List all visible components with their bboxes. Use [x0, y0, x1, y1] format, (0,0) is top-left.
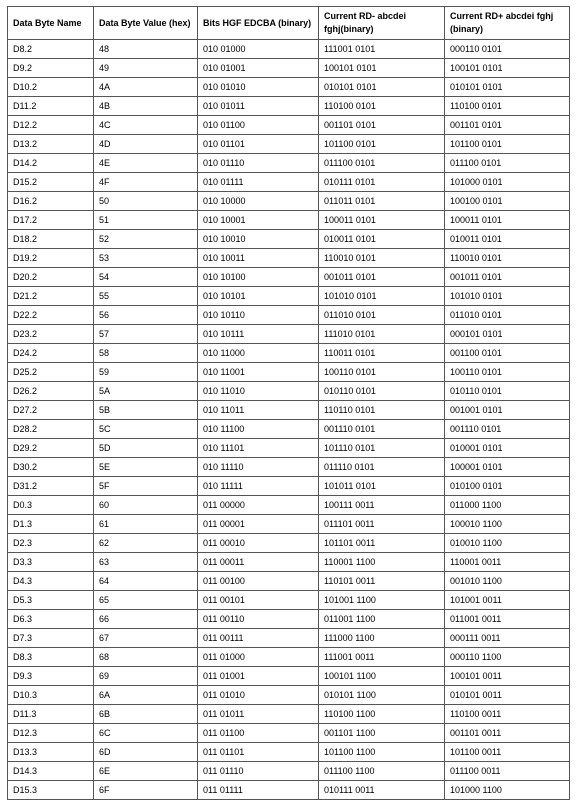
cell-bits: 011 00001: [198, 515, 319, 534]
cell-name: D13.2: [8, 135, 94, 154]
cell-hex: 54: [94, 268, 198, 287]
cell-rd-minus: 001101 1100: [319, 724, 445, 743]
cell-rd-minus: 111001 0101: [319, 40, 445, 59]
cell-name: D8.3: [8, 648, 94, 667]
cell-hex: 6E: [94, 762, 198, 781]
cell-bits: 010 10110: [198, 306, 319, 325]
cell-bits: 011 00010: [198, 534, 319, 553]
cell-hex: 4A: [94, 78, 198, 97]
cell-hex: 6B: [94, 705, 198, 724]
header-current-rd-minus: Current RD- abcdei fghj(binary): [319, 7, 445, 40]
cell-hex: 48: [94, 40, 198, 59]
cell-name: D23.2: [8, 325, 94, 344]
cell-hex: 66: [94, 610, 198, 629]
cell-rd-plus: 100110 0101: [445, 363, 570, 382]
cell-hex: 52: [94, 230, 198, 249]
cell-name: D19.2: [8, 249, 94, 268]
cell-rd-plus: 011001 0011: [445, 610, 570, 629]
cell-name: D6.3: [8, 610, 94, 629]
cell-rd-minus: 101001 1100: [319, 591, 445, 610]
cell-rd-plus: 010110 0101: [445, 382, 570, 401]
table-row: [8, 762, 570, 781]
cell-name: D15.2: [8, 173, 94, 192]
cell-rd-plus: 101000 1100: [445, 781, 570, 800]
cell-rd-minus: 010111 0011: [319, 781, 445, 800]
cell-name: D12.3: [8, 724, 94, 743]
cell-rd-minus: 101100 0101: [319, 135, 445, 154]
cell-rd-plus: 101001 0011: [445, 591, 570, 610]
cell-name: D29.2: [8, 439, 94, 458]
cell-bits: 010 01011: [198, 97, 319, 116]
table-row: [8, 59, 570, 78]
cell-rd-minus: 010111 0101: [319, 173, 445, 192]
cell-hex: 5A: [94, 382, 198, 401]
cell-hex: 6D: [94, 743, 198, 762]
cell-bits: 010 11101: [198, 439, 319, 458]
cell-rd-minus: 110001 1100: [319, 553, 445, 572]
cell-rd-plus: 100011 0101: [445, 211, 570, 230]
cell-rd-minus: 100101 0101: [319, 59, 445, 78]
cell-rd-minus: 101010 0101: [319, 287, 445, 306]
cell-hex: 4D: [94, 135, 198, 154]
cell-rd-plus: 011100 0101: [445, 154, 570, 173]
cell-rd-plus: 110010 0101: [445, 249, 570, 268]
cell-hex: 5B: [94, 401, 198, 420]
cell-rd-plus: 011100 0011: [445, 762, 570, 781]
cell-name: D5.3: [8, 591, 94, 610]
cell-rd-minus: 100011 0101: [319, 211, 445, 230]
cell-name: D4.3: [8, 572, 94, 591]
table-row: [8, 40, 570, 59]
cell-hex: 5F: [94, 477, 198, 496]
cell-hex: 5D: [94, 439, 198, 458]
cell-rd-plus: 001011 0101: [445, 268, 570, 287]
cell-name: D16.2: [8, 192, 94, 211]
header-bits: Bits HGF EDCBA (binary): [198, 7, 319, 40]
table-row: [8, 477, 570, 496]
cell-name: D27.2: [8, 401, 94, 420]
table-row: [8, 705, 570, 724]
cell-rd-minus: 011110 0101: [319, 458, 445, 477]
cell-rd-minus: 101100 1100: [319, 743, 445, 762]
cell-rd-minus: 001101 0101: [319, 116, 445, 135]
table-row: [8, 458, 570, 477]
table-row: [8, 515, 570, 534]
cell-bits: 010 01001: [198, 59, 319, 78]
cell-rd-minus: 011011 0101: [319, 192, 445, 211]
cell-name: D26.2: [8, 382, 94, 401]
table-row: [8, 534, 570, 553]
table-row: [8, 78, 570, 97]
cell-rd-plus: 000111 0011: [445, 629, 570, 648]
header-data-byte-value: Data Byte Value (hex): [94, 7, 198, 40]
table-row: [8, 287, 570, 306]
cell-hex: 50: [94, 192, 198, 211]
cell-rd-minus: 011001 1100: [319, 610, 445, 629]
table-row: [8, 629, 570, 648]
table-row: [8, 135, 570, 154]
table-row: [8, 154, 570, 173]
cell-rd-minus: 101011 0101: [319, 477, 445, 496]
cell-rd-minus: 110100 0101: [319, 97, 445, 116]
cell-rd-minus: 011101 0011: [319, 515, 445, 534]
cell-rd-plus: 101010 0101: [445, 287, 570, 306]
table-row: [8, 496, 570, 515]
table-row: [8, 781, 570, 800]
cell-name: D20.2: [8, 268, 94, 287]
cell-hex: 68: [94, 648, 198, 667]
cell-rd-minus: 001011 0101: [319, 268, 445, 287]
cell-bits: 011 00011: [198, 553, 319, 572]
cell-rd-plus: 101100 0011: [445, 743, 570, 762]
cell-rd-plus: 001010 1100: [445, 572, 570, 591]
cell-rd-plus: 010101 0011: [445, 686, 570, 705]
cell-hex: 55: [94, 287, 198, 306]
cell-rd-minus: 111010 0101: [319, 325, 445, 344]
cell-bits: 010 01010: [198, 78, 319, 97]
cell-hex: 4E: [94, 154, 198, 173]
cell-name: D31.2: [8, 477, 94, 496]
cell-hex: 57: [94, 325, 198, 344]
cell-rd-plus: 100101 0011: [445, 667, 570, 686]
cell-rd-plus: 110001 0011: [445, 553, 570, 572]
cell-bits: 011 00101: [198, 591, 319, 610]
table-row: [8, 249, 570, 268]
table-row: [8, 116, 570, 135]
cell-name: D10.3: [8, 686, 94, 705]
cell-name: D22.2: [8, 306, 94, 325]
cell-hex: 4F: [94, 173, 198, 192]
table-row: [8, 192, 570, 211]
cell-name: D30.2: [8, 458, 94, 477]
cell-rd-plus: 001100 0101: [445, 344, 570, 363]
cell-rd-plus: 000101 0101: [445, 325, 570, 344]
table-row: [8, 686, 570, 705]
cell-bits: 010 10100: [198, 268, 319, 287]
cell-hex: 67: [94, 629, 198, 648]
cell-rd-plus: 010001 0101: [445, 439, 570, 458]
table-row: [8, 572, 570, 591]
cell-rd-plus: 011000 1100: [445, 496, 570, 515]
cell-bits: 011 01100: [198, 724, 319, 743]
cell-rd-minus: 110011 0101: [319, 344, 445, 363]
cell-name: D2.3: [8, 534, 94, 553]
table-row: [8, 211, 570, 230]
cell-rd-plus: 101100 0101: [445, 135, 570, 154]
cell-bits: 010 11100: [198, 420, 319, 439]
cell-bits: 011 01011: [198, 705, 319, 724]
cell-bits: 011 01101: [198, 743, 319, 762]
cell-name: D15.3: [8, 781, 94, 800]
cell-rd-minus: 010110 0101: [319, 382, 445, 401]
table-row: [8, 610, 570, 629]
table-row: [8, 382, 570, 401]
cell-rd-minus: 101101 0011: [319, 534, 445, 553]
cell-bits: 010 10001: [198, 211, 319, 230]
table-row: [8, 648, 570, 667]
cell-bits: 011 00110: [198, 610, 319, 629]
cell-hex: 63: [94, 553, 198, 572]
encoding-table: [7, 6, 570, 800]
cell-rd-minus: 010101 0101: [319, 78, 445, 97]
cell-bits: 010 10101: [198, 287, 319, 306]
cell-bits: 010 11111: [198, 477, 319, 496]
cell-bits: 010 10111: [198, 325, 319, 344]
cell-bits: 011 01000: [198, 648, 319, 667]
cell-name: D13.3: [8, 743, 94, 762]
cell-bits: 010 10010: [198, 230, 319, 249]
cell-bits: 011 01001: [198, 667, 319, 686]
table-row: [8, 97, 570, 116]
table-row: [8, 401, 570, 420]
cell-name: D28.2: [8, 420, 94, 439]
cell-name: D17.2: [8, 211, 94, 230]
cell-rd-minus: 111000 1100: [319, 629, 445, 648]
header-row: [8, 7, 570, 40]
cell-bits: 011 01111: [198, 781, 319, 800]
cell-hex: 5C: [94, 420, 198, 439]
cell-rd-plus: 110100 0011: [445, 705, 570, 724]
cell-rd-plus: 001110 0101: [445, 420, 570, 439]
cell-hex: 49: [94, 59, 198, 78]
table-row: [8, 363, 570, 382]
table-header: [8, 7, 570, 40]
table-row: [8, 325, 570, 344]
cell-rd-plus: 110100 0101: [445, 97, 570, 116]
cell-rd-plus: 101000 0101: [445, 173, 570, 192]
cell-rd-plus: 010011 0101: [445, 230, 570, 249]
cell-bits: 010 11010: [198, 382, 319, 401]
cell-name: D7.3: [8, 629, 94, 648]
cell-rd-plus: 100101 0101: [445, 59, 570, 78]
cell-name: D0.3: [8, 496, 94, 515]
cell-rd-minus: 110010 0101: [319, 249, 445, 268]
cell-rd-plus: 010100 0101: [445, 477, 570, 496]
cell-hex: 5E: [94, 458, 198, 477]
cell-hex: 6A: [94, 686, 198, 705]
cell-name: D9.2: [8, 59, 94, 78]
table-body: [8, 40, 570, 800]
cell-hex: 6C: [94, 724, 198, 743]
cell-rd-minus: 100111 0011: [319, 496, 445, 515]
cell-hex: 4B: [94, 97, 198, 116]
cell-bits: 011 01010: [198, 686, 319, 705]
cell-bits: 011 00000: [198, 496, 319, 515]
cell-rd-plus: 010010 1100: [445, 534, 570, 553]
cell-bits: 010 11000: [198, 344, 319, 363]
header-data-byte-name: Data Byte Name: [8, 7, 94, 40]
cell-name: D12.2: [8, 116, 94, 135]
table-row: [8, 724, 570, 743]
cell-rd-minus: 111001 0011: [319, 648, 445, 667]
cell-rd-plus: 001001 0101: [445, 401, 570, 420]
cell-rd-plus: 001101 0011: [445, 724, 570, 743]
cell-bits: 010 10000: [198, 192, 319, 211]
cell-bits: 010 01111: [198, 173, 319, 192]
cell-bits: 011 00100: [198, 572, 319, 591]
cell-rd-plus: 001101 0101: [445, 116, 570, 135]
cell-hex: 64: [94, 572, 198, 591]
cell-hex: 65: [94, 591, 198, 610]
cell-name: D11.3: [8, 705, 94, 724]
cell-name: D21.2: [8, 287, 94, 306]
cell-rd-minus: 010011 0101: [319, 230, 445, 249]
cell-rd-minus: 100101 1100: [319, 667, 445, 686]
cell-hex: 58: [94, 344, 198, 363]
table-row: [8, 553, 570, 572]
table-row: [8, 743, 570, 762]
cell-hex: 62: [94, 534, 198, 553]
cell-rd-plus: 100001 0101: [445, 458, 570, 477]
cell-hex: 53: [94, 249, 198, 268]
cell-rd-minus: 010101 1100: [319, 686, 445, 705]
cell-rd-minus: 011010 0101: [319, 306, 445, 325]
cell-rd-minus: 110100 1100: [319, 705, 445, 724]
table-row: [8, 439, 570, 458]
table-row: [8, 591, 570, 610]
cell-bits: 010 11110: [198, 458, 319, 477]
cell-name: D14.3: [8, 762, 94, 781]
cell-name: D8.2: [8, 40, 94, 59]
cell-bits: 010 01000: [198, 40, 319, 59]
cell-hex: 59: [94, 363, 198, 382]
cell-name: D10.2: [8, 78, 94, 97]
cell-name: D3.3: [8, 553, 94, 572]
cell-rd-minus: 011100 1100: [319, 762, 445, 781]
cell-hex: 4C: [94, 116, 198, 135]
header-current-rd-plus: Current RD+ abcdei fghj (binary): [445, 7, 570, 40]
cell-hex: 60: [94, 496, 198, 515]
cell-bits: 010 01101: [198, 135, 319, 154]
cell-rd-plus: 000110 1100: [445, 648, 570, 667]
cell-rd-minus: 001110 0101: [319, 420, 445, 439]
table-row: [8, 420, 570, 439]
cell-bits: 011 00111: [198, 629, 319, 648]
cell-rd-minus: 011100 0101: [319, 154, 445, 173]
table-row: [8, 230, 570, 249]
cell-name: D25.2: [8, 363, 94, 382]
cell-rd-minus: 110110 0101: [319, 401, 445, 420]
cell-hex: 61: [94, 515, 198, 534]
table-row: [8, 173, 570, 192]
cell-name: D9.3: [8, 667, 94, 686]
cell-bits: 010 01100: [198, 116, 319, 135]
table-row: [8, 667, 570, 686]
cell-bits: 010 01110: [198, 154, 319, 173]
cell-hex: 56: [94, 306, 198, 325]
cell-name: D1.3: [8, 515, 94, 534]
cell-rd-minus: 110101 0011: [319, 572, 445, 591]
cell-rd-plus: 011010 0101: [445, 306, 570, 325]
cell-hex: 6F: [94, 781, 198, 800]
cell-rd-plus: 100010 1100: [445, 515, 570, 534]
cell-name: D24.2: [8, 344, 94, 363]
cell-name: D14.2: [8, 154, 94, 173]
cell-bits: 010 11001: [198, 363, 319, 382]
cell-bits: 010 11011: [198, 401, 319, 420]
table-row: [8, 344, 570, 363]
cell-name: D18.2: [8, 230, 94, 249]
cell-bits: 010 10011: [198, 249, 319, 268]
cell-rd-plus: 010101 0101: [445, 78, 570, 97]
cell-name: D11.2: [8, 97, 94, 116]
cell-bits: 011 01110: [198, 762, 319, 781]
cell-rd-plus: 100100 0101: [445, 192, 570, 211]
cell-rd-plus: 000110 0101: [445, 40, 570, 59]
cell-hex: 69: [94, 667, 198, 686]
table-row: [8, 306, 570, 325]
cell-rd-minus: 100110 0101: [319, 363, 445, 382]
table-row: [8, 268, 570, 287]
cell-hex: 51: [94, 211, 198, 230]
cell-rd-minus: 101110 0101: [319, 439, 445, 458]
